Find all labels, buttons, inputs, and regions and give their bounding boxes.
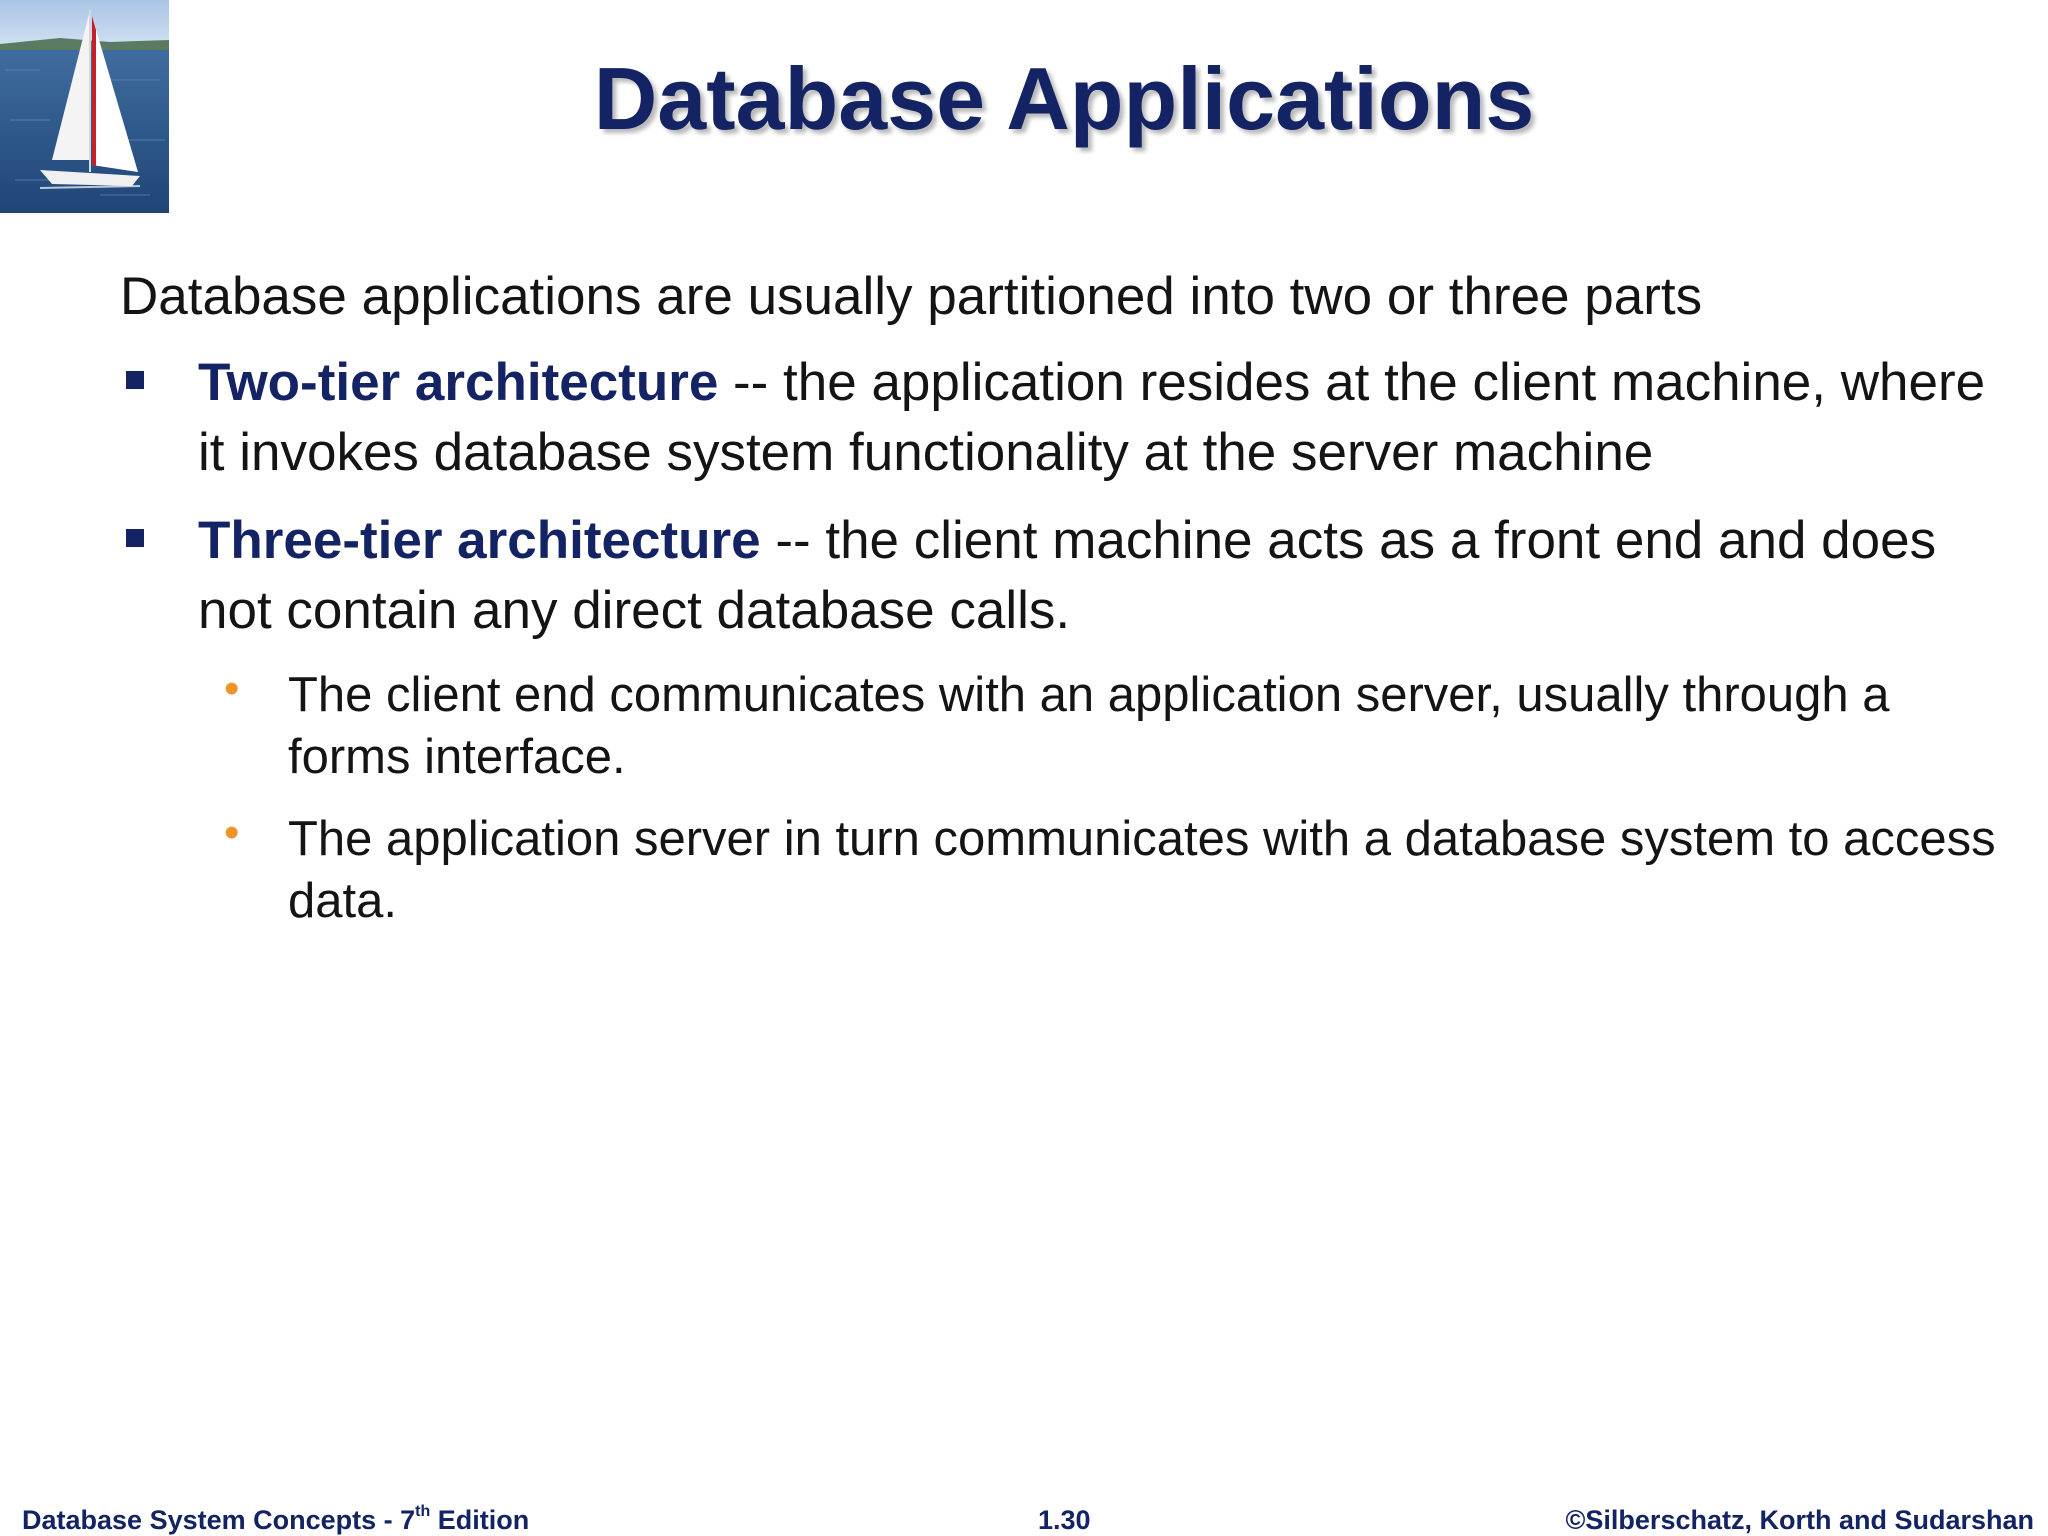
sub-bullet-text: The client end communicates with an application server, usually through a forms interface. xyxy=(288,668,1890,784)
page-title: Database Applications xyxy=(593,49,1535,148)
footer xyxy=(0,1505,2048,1535)
square-bullet-icon xyxy=(126,529,144,547)
square-bullet-icon xyxy=(126,371,144,389)
footer-book-title: Database System Concepts - 7th Edition xyxy=(22,1503,530,1535)
term-three-tier: Three-tier architecture xyxy=(198,511,761,570)
slide-content xyxy=(120,262,2000,952)
sub-bullet-client-end xyxy=(120,664,2000,788)
round-bullet-icon: • xyxy=(224,664,240,713)
intro-text: Database applications are usually partitioned into two or three parts xyxy=(120,267,1703,326)
footer-copyright: ©Silberschatz, Korth and Sudarshan xyxy=(1565,1505,2034,1535)
bullet-text: -- the client machine acts as a front end and does not contain any direct database calls. xyxy=(198,511,1937,640)
term-two-tier: Two-tier architecture xyxy=(198,353,719,412)
round-bullet-icon: • xyxy=(224,808,240,857)
sub-bullet-text: The application server in turn communicates with a database system to access data. xyxy=(288,812,1996,928)
bullet-two-tier xyxy=(120,348,2000,488)
sub-bullet-application-server xyxy=(120,808,2000,932)
slide-number: 1.30 xyxy=(1038,1505,1091,1535)
bullet-three-tier xyxy=(120,506,2000,646)
bullet-text: -- the application resides at the client machine, where it invokes database system functionality at the server machine xyxy=(198,353,1986,482)
